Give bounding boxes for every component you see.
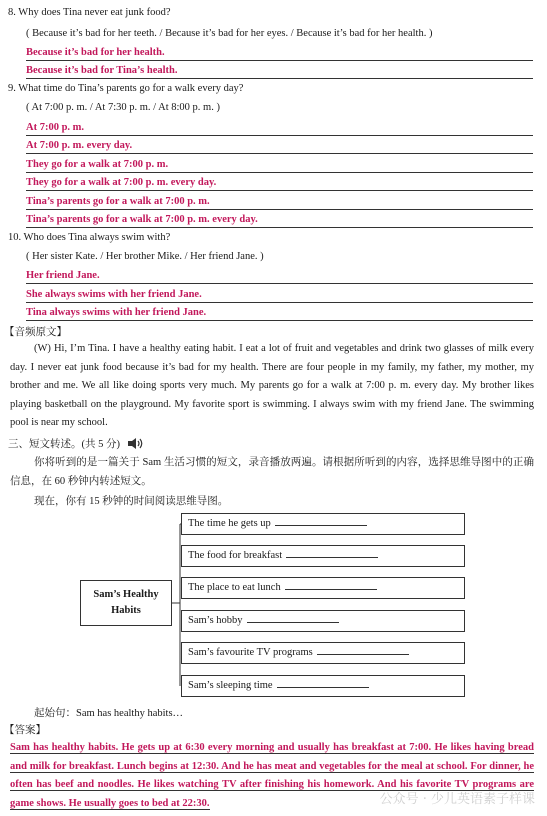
answer-blank[interactable] (247, 611, 339, 623)
section3-instruction: 你将听到的是一篇关于 Sam 生活习惯的短文，录音播放两遍。请根据所听到的内容，选择思维导图中的正确信息，在 60 秒钟内转述短文。 (10, 457, 534, 487)
mindmap-branch-lunch (181, 577, 465, 599)
branch-label: Sam’s hobby (188, 615, 243, 626)
answer-heading: 【答案】 (4, 725, 46, 736)
q10-answer-2: She always swims with her friend Jane. (26, 288, 533, 303)
q8-answer-1: Because it’s bad for her health. (26, 46, 533, 61)
branch-label: Sam’s sleeping time (188, 680, 273, 691)
branch-label: The food for breakfast (188, 550, 283, 561)
answer-blank[interactable] (275, 514, 367, 526)
q10-question: 10. Who does Tina always swim with? (8, 232, 171, 243)
speaker-icon[interactable] (127, 437, 145, 453)
answer-blank[interactable] (285, 578, 377, 590)
section3-title: 三、短文转述。(共 5 分) (8, 439, 120, 450)
q8-options: ( Because it’s bad for her teeth. / Because it’s bad for her eyes. / Because it’s bad for her health. ) (26, 28, 433, 39)
mindmap-branch-getup (181, 513, 465, 535)
q8-answer-2: Because it’s bad for Tina’s health. (26, 64, 533, 79)
branch-label: Sam’s favourite TV programs (188, 647, 313, 658)
mindmap-branch-breakfast (181, 545, 465, 567)
q9-answer-1: At 7:00 p. m. (26, 121, 533, 136)
q10-answer-3: Tina always swims with her friend Jane. (26, 306, 533, 321)
section3-answer-text: Sam has healthy habits. He gets up at 6:30 every morning and usually has breakfast at 7:00. He likes having bread and milk for breakfast. Lunch begins at 12:30. And he has meat and vegetables for the meal at school. For dinner, he often has beef and noodles. He likes watching TV after finishing his homework. And his favorite TV programs are game shows. He usually goes to bed at 22:30. (10, 742, 534, 809)
start-sentence: 起始句：Sam has healthy habits… (34, 708, 184, 719)
q9-options: ( At 7:00 p. m. / At 7:30 p. m. / At 8:00 p. m. ) (26, 102, 220, 113)
q10-options: ( Her sister Kate. / Her brother Mike. / Her friend Jane. ) (26, 251, 264, 262)
mindmap-branch-tv (181, 642, 465, 664)
mindmap-branch-hobby (181, 610, 465, 632)
audio-heading: 【音频原文】 (4, 327, 67, 338)
q9-answer-6: Tina’s parents go for a walk at 7:00 p. m. every day. (26, 213, 533, 228)
q10-answer-1: Her friend Jane. (26, 269, 533, 284)
q9-answer-5: Tina’s parents go for a walk at 7:00 p. m. (26, 195, 533, 210)
answer-blank[interactable] (317, 643, 409, 655)
section3-title-row (8, 436, 145, 453)
watermark: 公众号 · 少儿英语素子样课 (379, 792, 535, 807)
section3-reading: 现在，你有 15 秒钟的时间阅读思维导图。 (34, 496, 229, 507)
q9-question: 9. What time do Tina’s parents go for a walk every day? (8, 83, 244, 94)
branch-label: The place to eat lunch (188, 582, 281, 593)
q8-question: 8. Why does Tina never eat junk food? (8, 7, 171, 18)
q9-answer-3: They go for a walk at 7:00 p. m. (26, 158, 533, 173)
answer-blank[interactable] (286, 546, 378, 558)
mindmap-center: Sam’s Healthy Habits (80, 580, 172, 626)
audio-text: (W) Hi, I’m Tina. I have a healthy eating habit. I eat a lot of fruit and vegetables and drink two glasses of milk every day. I never eat junk food because it’s bad for my health. There are four people in my family, my father, my mother, my brother and me. We all like doing sports very much. My parents go for a walk at 7:00 p. m. every day. My brother likes playing basketball on the playground. My favorite sport is swimming. I always swim with my friend Jane. The swimming pool is near my school. (10, 343, 534, 428)
q9-answer-2: At 7:00 p. m. every day. (26, 139, 533, 154)
q9-answer-4: They go for a walk at 7:00 p. m. every day. (26, 176, 533, 191)
mindmap-branch-sleep (181, 675, 465, 697)
answer-blank[interactable] (277, 676, 369, 688)
branch-label: The time he gets up (188, 518, 271, 529)
